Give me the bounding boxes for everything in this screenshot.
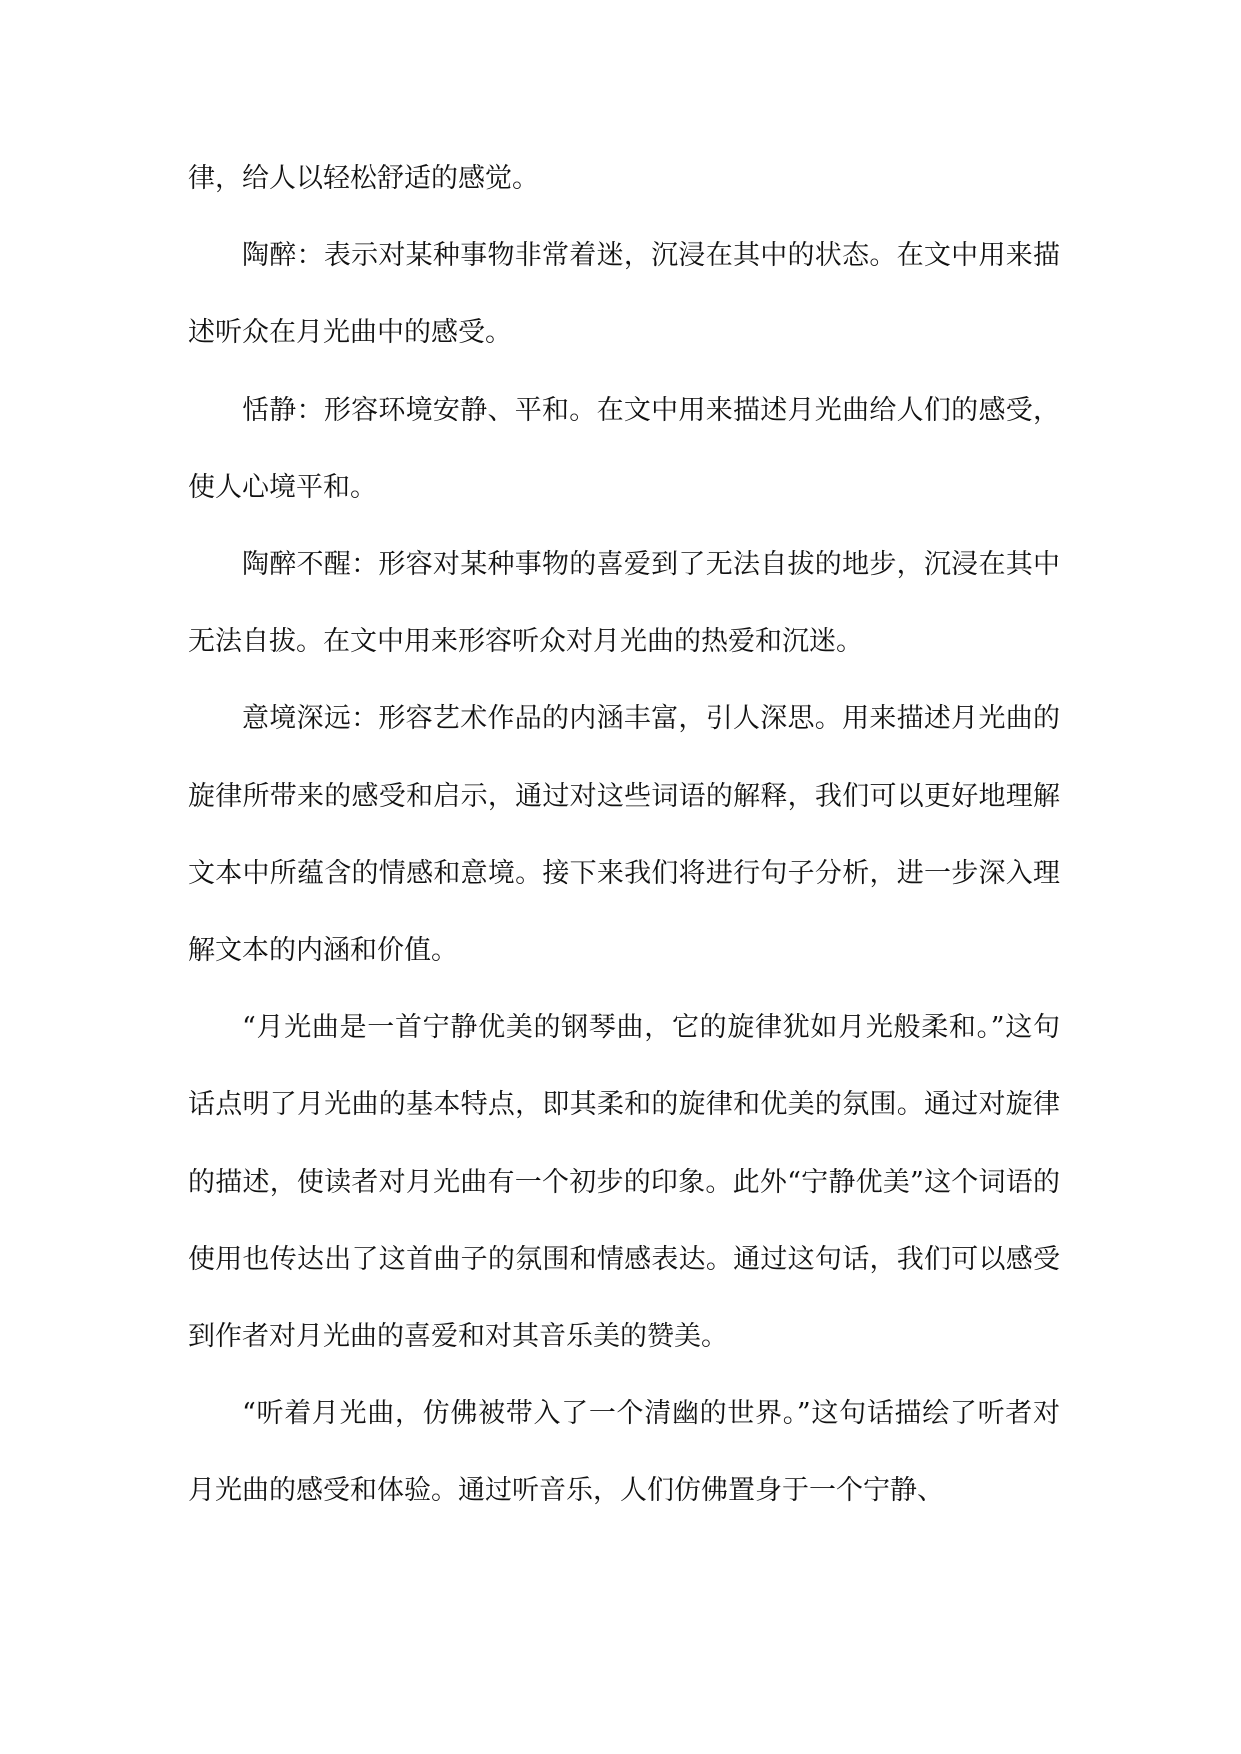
paragraph-yijing-shenyuan: 意境深远：形容艺术作品的内涵丰富，引人深思。用来描述月光曲的旋律所带来的感受和启示，通过对这些词语的解释，我们可以更好地理解文本中所蕴含的情感和意境。接下来我们将进行句子分析，进一步深入理解文本的内涵和价值。 <box>188 703 1060 967</box>
paragraph-sentence-analysis-2: “听着月光曲，仿佛被带入了一个清幽的世界。”这句话描绘了听者对月光曲的感受和体验。通过听音乐，人们仿佛置身于一个宁静、 <box>188 1398 1060 1507</box>
paragraph-tianjing: 恬静：形容环境安静、平和。在文中用来描述月光曲给人们的感受，使人心境平和。 <box>188 394 1060 503</box>
paragraph-taozui-buxing: 陶醉不醒：形容对某种事物的喜爱到了无法自拔的地步，沉浸在其中无法自拔。在文中用来形容听众对月光曲的热爱和沉迷。 <box>188 549 1060 658</box>
body-text <box>188 140 1060 1530</box>
paragraph-sentence-analysis-1: “月光曲是一首宁静优美的钢琴曲，它的旋律犹如月光般柔和。”这句话点明了月光曲的基本特点，即其柔和的旋律和优美的氛围。通过对旋律的描述，使读者对月光曲有一个初步的印象。此外“宁静优美”这个词语的使用也传达出了这首曲子的氛围和情感表达。通过这句话，我们可以感受到作者对月光曲的喜爱和对其音乐美的赞美。 <box>188 1012 1060 1353</box>
paragraph-continuation: 律，给人以轻松舒适的感觉。 <box>188 163 539 194</box>
paragraph-taozui: 陶醉：表示对某种事物非常着迷，沉浸在其中的状态。在文中用来描述听众在月光曲中的感受。 <box>188 240 1060 349</box>
